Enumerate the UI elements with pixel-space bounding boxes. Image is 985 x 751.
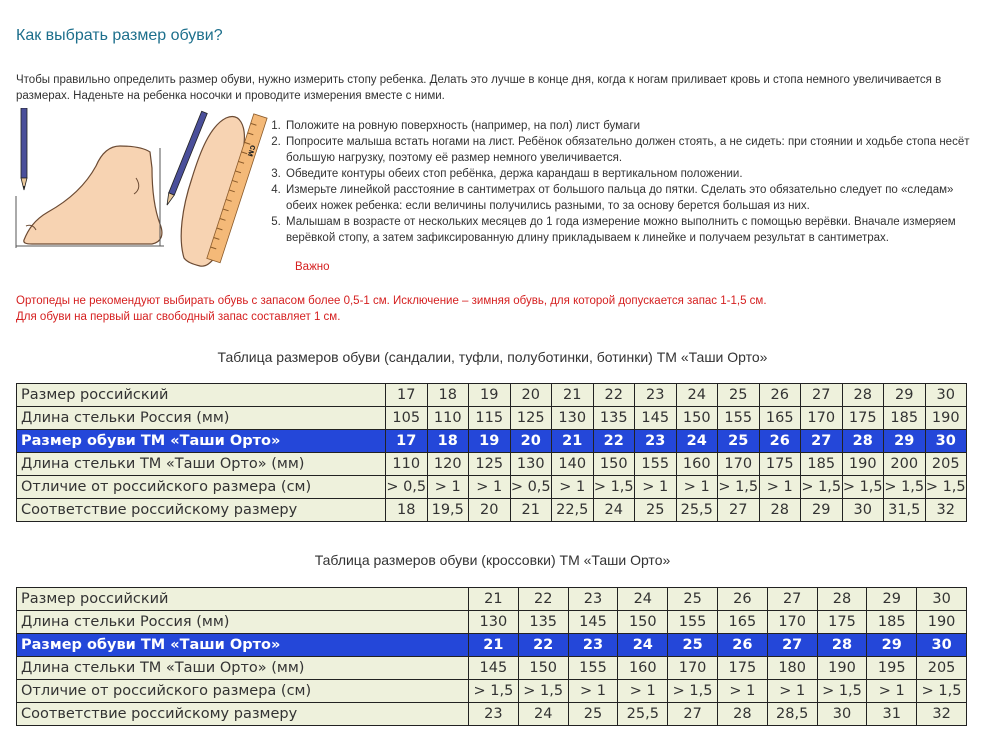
table-cell: 195 xyxy=(867,657,917,680)
table-cell: 26 xyxy=(717,588,767,611)
table-cell: 185 xyxy=(884,407,926,430)
table-cell: 170 xyxy=(668,657,718,680)
table2-caption: Таблица размеров обуви (кроссовки) ТМ «Таши Орто» xyxy=(314,552,671,568)
table-cell: 27 xyxy=(767,588,817,611)
table-cell: 205 xyxy=(925,453,967,476)
table-cell: > 1,5 xyxy=(718,476,760,499)
table-row xyxy=(17,476,967,499)
step-item: 3. Обведите контуры обеих стоп ребёнка, держа карандаш в вертикальном положении. xyxy=(284,166,984,182)
note-line: Ортопеды не рекомендуют выбирать обувь с запасом более 0,5-1 см. Исключение – зимняя обувь, для которой допускается запас 1-1,5 см. xyxy=(16,295,767,307)
size-table-shoes xyxy=(16,383,967,522)
row-label: Длина стельки ТМ «Таши Орто» (мм) xyxy=(17,657,469,680)
table-cell: 23 xyxy=(469,703,519,726)
table-cell: 155 xyxy=(668,611,718,634)
table-cell: 135 xyxy=(593,407,635,430)
table-cell: 22 xyxy=(518,588,568,611)
table-cell: 24 xyxy=(676,384,718,407)
step-item: 4. Измерьте линейкой расстояние в сантиметрах от большого пальца до пятки. Сделать это обязательно следует по «следам» обеих ножек ребенка: если величины получились разными, то за основу берется большая из них. xyxy=(284,182,984,214)
table-cell: 160 xyxy=(676,453,718,476)
table-cell: 23 xyxy=(635,384,677,407)
table-cell: 17 xyxy=(386,430,428,453)
table-cell: > 1 xyxy=(469,476,511,499)
table-cell: 22 xyxy=(593,384,635,407)
table-cell: 145 xyxy=(469,657,519,680)
table-cell: 185 xyxy=(801,453,843,476)
table-cell: > 1 xyxy=(618,680,668,703)
table-cell: > 1,5 xyxy=(668,680,718,703)
table-cell: 28 xyxy=(717,703,767,726)
table-row xyxy=(17,657,967,680)
table-cell: 19 xyxy=(469,430,511,453)
step-item: 2. Попросите малыша встать ногами на лист. Ребёнок обязательно должен стоять, а не сидеть: при стоянии и ходьбе стопа несёт большую нагрузку, поэтому её размер немного увеличивается. xyxy=(284,134,984,166)
table-cell: 25 xyxy=(668,634,718,657)
table-cell: 30 xyxy=(842,499,884,522)
row-label: Отличие от российского размера (см) xyxy=(17,476,386,499)
important-label: Важно xyxy=(295,261,330,273)
table-cell: > 1 xyxy=(767,680,817,703)
table-cell: > 1,5 xyxy=(817,680,867,703)
table-cell: 205 xyxy=(917,657,967,680)
table-row xyxy=(17,453,967,476)
table-cell: 175 xyxy=(842,407,884,430)
foot-side-view xyxy=(24,146,162,244)
table-cell: 29 xyxy=(867,588,917,611)
table-cell: > 0,5 xyxy=(510,476,552,499)
table-cell: 190 xyxy=(842,453,884,476)
table-cell: 20 xyxy=(510,384,552,407)
table-cell: 21 xyxy=(469,634,519,657)
table-cell: 26 xyxy=(717,634,767,657)
table-cell: > 1 xyxy=(717,680,767,703)
table-cell: 30 xyxy=(917,588,967,611)
table-cell: > 1,5 xyxy=(469,680,519,703)
table-cell: 21 xyxy=(552,384,594,407)
table-cell: > 1 xyxy=(676,476,718,499)
table-cell: 150 xyxy=(593,453,635,476)
table-cell: > 1,5 xyxy=(917,680,967,703)
table-cell: 28 xyxy=(817,634,867,657)
table-cell: 165 xyxy=(717,611,767,634)
table-cell: 25 xyxy=(635,499,677,522)
table-row xyxy=(17,384,967,407)
table-cell: > 1 xyxy=(635,476,677,499)
table-cell: 160 xyxy=(618,657,668,680)
table-cell: 125 xyxy=(510,407,552,430)
table-cell: 23 xyxy=(568,634,618,657)
table-cell: 130 xyxy=(510,453,552,476)
table-cell: 23 xyxy=(635,430,677,453)
page-title: Как выбрать размер обуви? xyxy=(16,27,223,44)
table-cell: 140 xyxy=(552,453,594,476)
row-label: Размер обуви ТМ «Таши Орто» xyxy=(17,634,469,657)
table-row xyxy=(17,611,967,634)
table-cell: > 1,5 xyxy=(925,476,967,499)
table-cell: 24 xyxy=(593,499,635,522)
table-cell: 145 xyxy=(568,611,618,634)
table-cell: 22,5 xyxy=(552,499,594,522)
instruction-steps xyxy=(266,118,984,246)
row-label: Размер российский xyxy=(17,588,469,611)
table-cell: 170 xyxy=(718,453,760,476)
ruler-label: см xyxy=(245,143,259,159)
table-cell: 135 xyxy=(518,611,568,634)
table-row xyxy=(17,634,967,657)
row-label: Соответствие российскому размеру xyxy=(17,499,386,522)
table-cell: 21 xyxy=(510,499,552,522)
table-cell: 130 xyxy=(469,611,519,634)
table-cell: > 1 xyxy=(568,680,618,703)
table1-caption: Таблица размеров обуви (сандалии, туфли, полуботинки, ботинки) ТМ «Таши Орто» xyxy=(217,349,768,365)
table-cell: 175 xyxy=(759,453,801,476)
table-cell: 170 xyxy=(767,611,817,634)
table-cell: 30 xyxy=(925,430,967,453)
table-cell: 26 xyxy=(759,384,801,407)
table-cell: 28,5 xyxy=(767,703,817,726)
table-cell: 30 xyxy=(817,703,867,726)
table-cell: 200 xyxy=(884,453,926,476)
table-cell: 29 xyxy=(884,430,926,453)
table-cell: > 1 xyxy=(759,476,801,499)
row-label: Размер российский xyxy=(17,384,386,407)
size-table-sneakers xyxy=(16,587,967,726)
table-cell: 29 xyxy=(884,384,926,407)
table-cell: > 1,5 xyxy=(842,476,884,499)
table-cell: 27 xyxy=(801,384,843,407)
table-cell: 19,5 xyxy=(427,499,469,522)
table-cell: 190 xyxy=(917,611,967,634)
table-cell: 180 xyxy=(767,657,817,680)
table-cell: 125 xyxy=(469,453,511,476)
table-row xyxy=(17,680,967,703)
table-cell: 150 xyxy=(618,611,668,634)
table-cell: 18 xyxy=(427,384,469,407)
row-label: Отличие от российского размера (см) xyxy=(17,680,469,703)
row-label: Размер обуви ТМ «Таши Орто» xyxy=(17,430,386,453)
table-cell: 24 xyxy=(676,430,718,453)
table-cell: 20 xyxy=(469,499,511,522)
table-row xyxy=(17,407,967,430)
table-cell: 24 xyxy=(518,703,568,726)
table-cell: 28 xyxy=(759,499,801,522)
table-cell: 23 xyxy=(568,588,618,611)
table-cell: 155 xyxy=(635,453,677,476)
table-row xyxy=(17,499,967,522)
table-cell: 24 xyxy=(618,588,668,611)
row-label: Длина стельки ТМ «Таши Орто» (мм) xyxy=(17,453,386,476)
table-cell: 27 xyxy=(668,703,718,726)
table-cell: 110 xyxy=(427,407,469,430)
table-cell: 155 xyxy=(568,657,618,680)
table-cell: 28 xyxy=(842,430,884,453)
table-cell: 25 xyxy=(568,703,618,726)
table-cell: 165 xyxy=(759,407,801,430)
table-cell: 120 xyxy=(427,453,469,476)
table-cell: 28 xyxy=(817,588,867,611)
step-item: 5. Малышам в возрасте от нескольких месяцев до 1 года измерение можно выполнить с помощью верёвки. Вначале измеряем верёвкой стопу, а затем зафиксированную длину прикладываем к линейке и получаем результат в сантиметрах. xyxy=(284,214,984,246)
table-cell: 18 xyxy=(386,499,428,522)
table-cell: 185 xyxy=(867,611,917,634)
table-cell: 150 xyxy=(518,657,568,680)
table-cell: 21 xyxy=(469,588,519,611)
table-cell: > 0,5 xyxy=(386,476,428,499)
table-cell: 31 xyxy=(867,703,917,726)
table-cell: 175 xyxy=(717,657,767,680)
table-cell: 20 xyxy=(510,430,552,453)
table-cell: > 1 xyxy=(867,680,917,703)
table-row xyxy=(17,430,967,453)
table-cell: > 1,5 xyxy=(518,680,568,703)
table-cell: > 1,5 xyxy=(884,476,926,499)
table-cell: > 1 xyxy=(552,476,594,499)
note-line: Для обуви на первый шаг свободный запас составляет 1 см. xyxy=(16,311,341,323)
table-cell: 29 xyxy=(801,499,843,522)
table-cell: > 1,5 xyxy=(801,476,843,499)
row-label: Соответствие российскому размеру xyxy=(17,703,469,726)
table-cell: 30 xyxy=(925,384,967,407)
table-cell: 31,5 xyxy=(884,499,926,522)
table-cell: 105 xyxy=(386,407,428,430)
table-cell: 29 xyxy=(867,634,917,657)
table-cell: 175 xyxy=(817,611,867,634)
table-cell: 115 xyxy=(469,407,511,430)
table-cell: 170 xyxy=(801,407,843,430)
table-cell: 27 xyxy=(801,430,843,453)
row-label: Длина стельки Россия (мм) xyxy=(17,611,469,634)
table-cell: 22 xyxy=(593,430,635,453)
table-cell: 145 xyxy=(635,407,677,430)
table-cell: 22 xyxy=(518,634,568,657)
table-cell: 25 xyxy=(718,384,760,407)
table-cell: 25 xyxy=(718,430,760,453)
table-cell: 26 xyxy=(759,430,801,453)
table-cell: 18 xyxy=(427,430,469,453)
pencil-icon xyxy=(21,108,27,190)
table-cell: 130 xyxy=(552,407,594,430)
step-item: 1. Положите на ровную поверхность (например, на пол) лист бумаги xyxy=(284,118,984,134)
table-cell: 190 xyxy=(817,657,867,680)
table-cell: > 1,5 xyxy=(593,476,635,499)
table-cell: 32 xyxy=(925,499,967,522)
table-cell: 28 xyxy=(842,384,884,407)
table-cell: 25 xyxy=(668,588,718,611)
table-cell: 19 xyxy=(469,384,511,407)
table-cell: 150 xyxy=(676,407,718,430)
table-cell: 190 xyxy=(925,407,967,430)
orthopedic-notes xyxy=(16,293,966,325)
table-cell: > 1 xyxy=(427,476,469,499)
table-cell: 110 xyxy=(386,453,428,476)
table-cell: 32 xyxy=(917,703,967,726)
table-cell: 25,5 xyxy=(676,499,718,522)
table-cell: 21 xyxy=(552,430,594,453)
table-cell: 155 xyxy=(718,407,760,430)
row-label: Длина стельки Россия (мм) xyxy=(17,407,386,430)
table-row xyxy=(17,703,967,726)
table-cell: 30 xyxy=(917,634,967,657)
table-cell: 24 xyxy=(618,634,668,657)
table-cell: 25,5 xyxy=(618,703,668,726)
table-cell: 27 xyxy=(718,499,760,522)
table-cell: 27 xyxy=(767,634,817,657)
table-cell: 17 xyxy=(386,384,428,407)
intro-text: Чтобы правильно определить размер обуви, нужно измерить стопу ребенка. Делать это лучше в конце дня, когда к ногам приливает кровь и стопа немного увеличивается в размерах. Наденьте на ребенка носочки и проводите измерения вместе с ними. xyxy=(16,74,942,102)
table-row xyxy=(17,588,967,611)
foot-measuring-illustration xyxy=(14,108,272,268)
